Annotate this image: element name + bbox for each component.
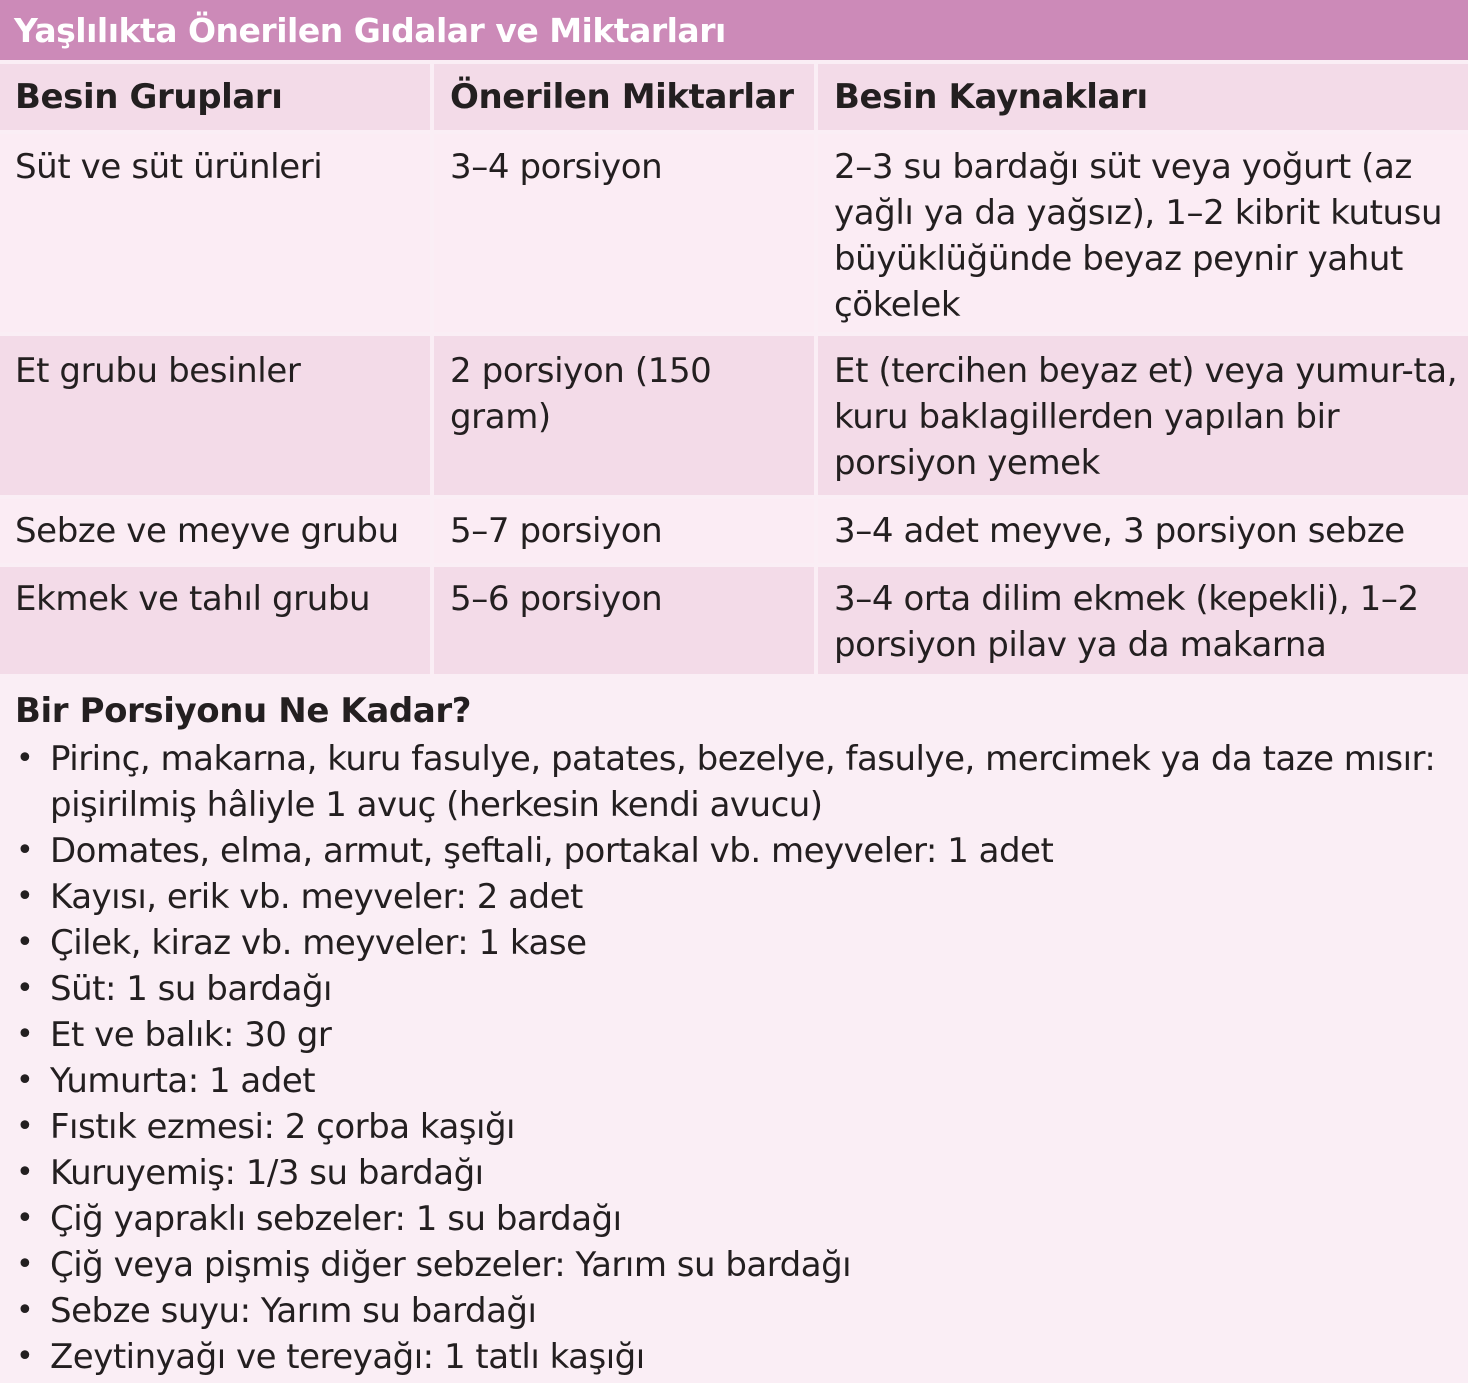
portion-section [0,678,1468,1383]
header-besin-gruplari: Besin Grupları [0,64,430,130]
bullet-icon: • [16,1247,34,1282]
row-1-amount: 3–4 porsiyon [434,134,814,332]
list-item: • Kuruyemiş: 1/3 su bardağı [0,1150,1468,1196]
bullet-icon: • [16,1293,34,1328]
table-title: Yaşlılıkta Önerilen Gıdalar ve Miktarları [0,0,1468,60]
bullet-icon: • [16,1339,34,1374]
portion-title: Bir Porsiyonu Ne Kadar? [15,691,472,731]
row-2-amount: 2 porsiyon (150 gram) [434,336,814,495]
header-besin-kaynaklari: Besin Kaynakları [818,64,1468,130]
row-3-sources: 3–4 adet meyve, 3 porsiyon sebze [818,499,1468,563]
bullet-icon: • [16,971,34,1006]
bullet-icon: • [16,1155,34,1190]
bullet-icon: • [16,1063,34,1098]
row-3-group: Sebze ve meyve grubu [0,499,430,563]
list-item: • Kayısı, erik vb. meyveler: 2 adet [0,874,1468,920]
list-item: • Yumurta: 1 adet [0,1058,1468,1104]
bullet-icon: • [16,741,34,776]
row-2-sources: Et (tercihen beyaz et) veya yumur-ta, kuru baklagillerden yapılan bir porsiyon yemek [818,336,1468,495]
list-item: • Pirinç, makarna, kuru fasulye, patates, bezelye, fasulye, mercimek ya da taze mısır: pişirilmiş hâliyle 1 avuç (herkesin kendi avucu) [0,736,1468,828]
list-item: • Çiğ veya pişmiş diğer sebzeler: Yarım su bardağı [0,1242,1468,1288]
list-item: • Domates, elma, armut, şeftali, portakal vb. meyveler: 1 adet [0,828,1468,874]
bullet-icon: • [16,879,34,914]
list-item: • Çilek, kiraz vb. meyveler: 1 kase [0,920,1468,966]
portion-list [0,736,1468,1380]
bullet-icon: • [16,833,34,868]
bullet-icon: • [16,1109,34,1144]
list-item: • Süt: 1 su bardağı [0,966,1468,1012]
header-onerilen-miktarlar: Önerilen Miktarlar [434,64,814,130]
list-item: • Fıstık ezmesi: 2 çorba kaşığı [0,1104,1468,1150]
row-1-group: Süt ve süt ürünleri [0,134,430,332]
row-3-amount: 5–7 porsiyon [434,499,814,563]
row-2-group: Et grubu besinler [0,336,430,495]
row-1-sources: 2–3 su bardağı süt veya yoğurt (az yağlı ya da yağsız), 1–2 kibrit kutusu büyüklüğünde beyaz peynir yahut çökelek [818,134,1468,332]
list-item: • Sebze suyu: Yarım su bardağı [0,1288,1468,1334]
list-item: • Çiğ yapraklı sebzeler: 1 su bardağı [0,1196,1468,1242]
list-item: • Et ve balık: 30 gr [0,1012,1468,1058]
row-4-group: Ekmek ve tahıl grubu [0,567,430,674]
row-4-sources: 3–4 orta dilim ekmek (kepekli), 1–2 porsiyon pilav ya da makarna [818,567,1468,674]
bullet-icon: • [16,1017,34,1052]
list-item: • Zeytinyağı ve tereyağı: 1 tatlı kaşığı [0,1334,1468,1380]
bullet-icon: • [16,1201,34,1236]
bullet-icon: • [16,925,34,960]
row-4-amount: 5–6 porsiyon [434,567,814,674]
